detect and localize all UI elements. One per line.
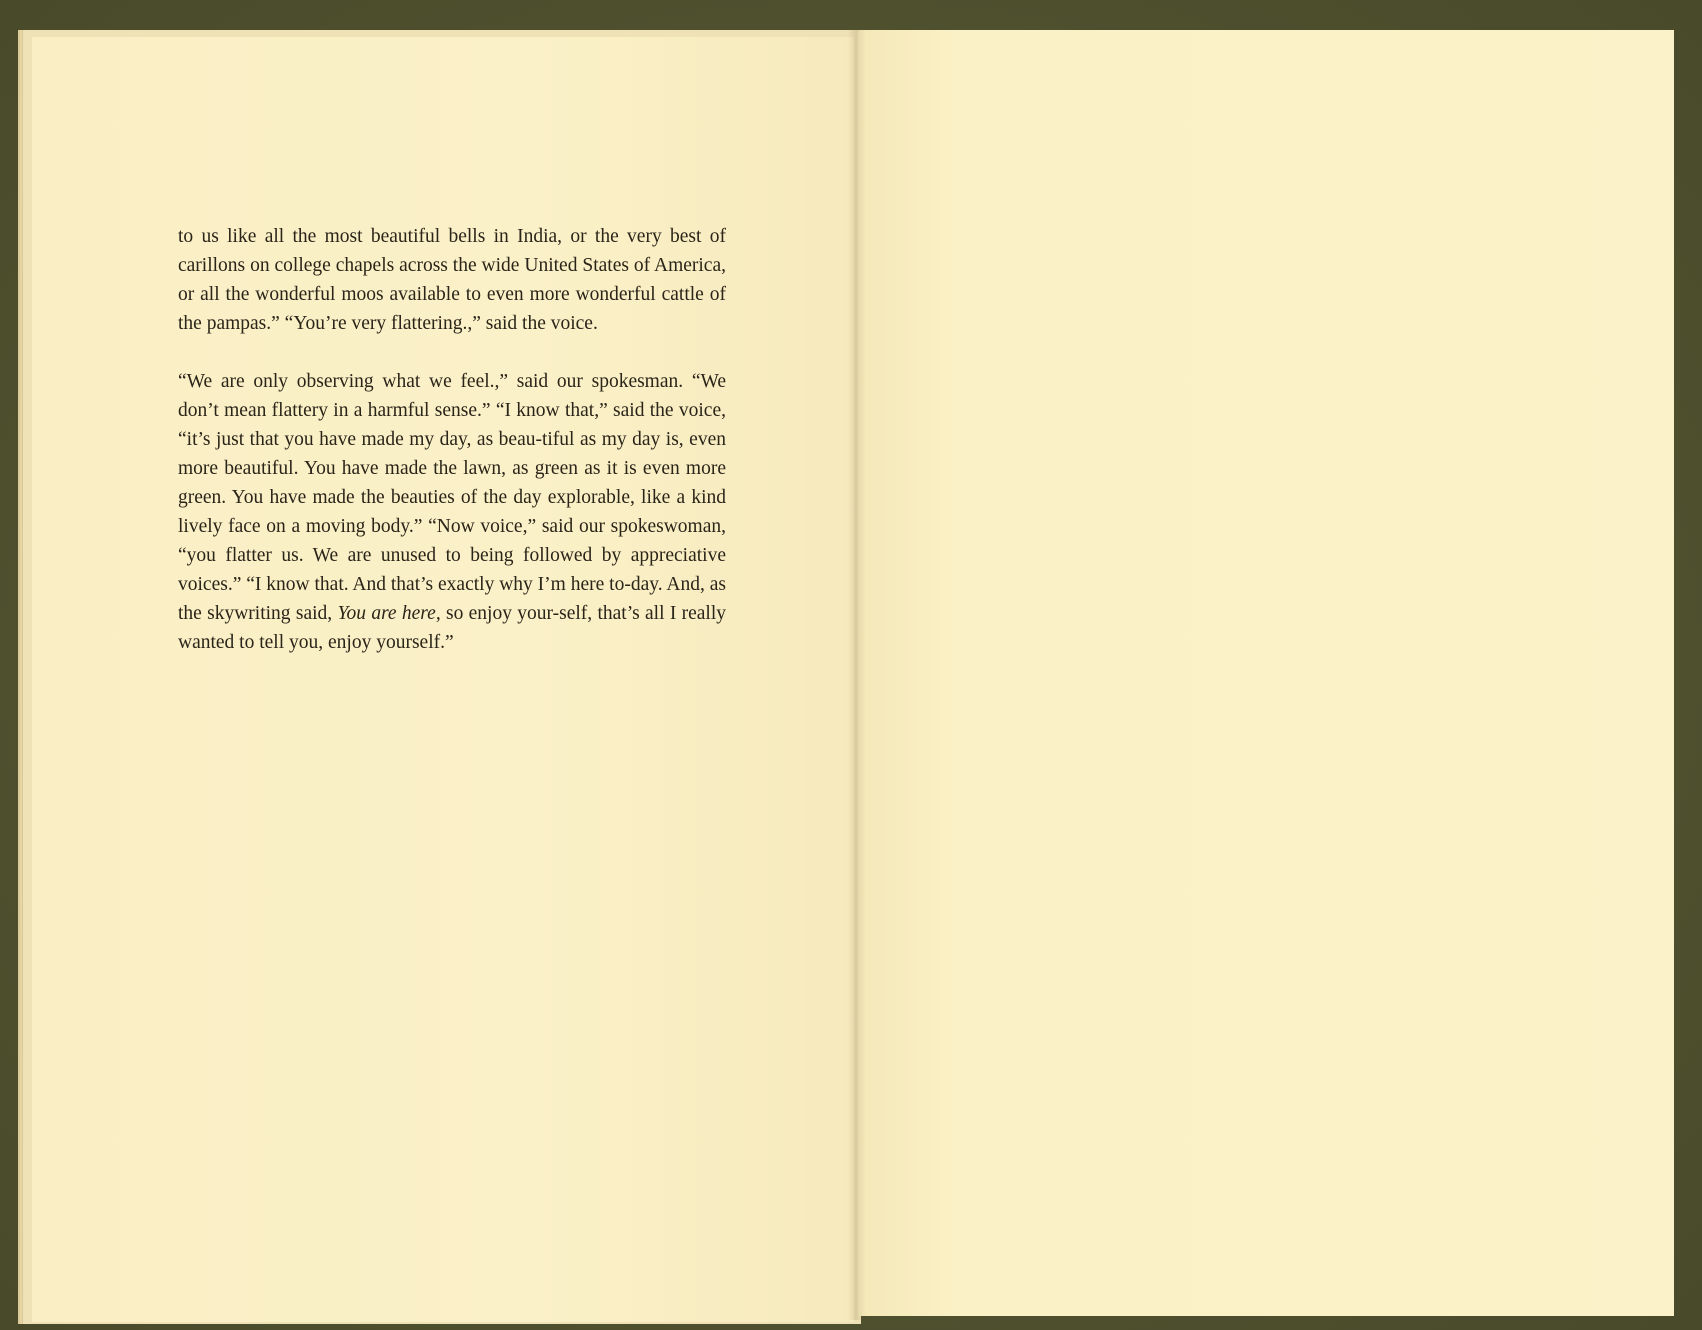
- paragraph-2-italic-phrase: You are here,: [337, 603, 441, 624]
- paragraph-2: [178, 367, 726, 657]
- paragraph-2-text-before-italic: “We are only observing what we feel.,” said our spokesman. “We don’t mean flattery in a harmful sense.” “I know that,” said the voice, “it’s just that you have made my day, as beau-tiful as my day is, even more beautiful. You have made the lawn, as green as it is even more green. You have made the beauties of the day explorable, like a kind lively face on a moving body.” “Now voice,” said our spokeswoman, “you flatter us. We are unused to being followed by appreciative voices.” “I know that. And that’s exactly why I’m here to-day. And, as the skywriting said,: [178, 371, 726, 624]
- right-page: [858, 30, 1674, 1316]
- paragraph-2-text-after-italic: so enjoy your-self, that’s all I really wanted to tell you, enjoy yourself.”: [178, 603, 727, 653]
- paragraph-1: [178, 222, 726, 338]
- paragraph-1-text: to us like all the most beautiful bells in India, or the very best of carillons on college chapels across the wide United States of America, or all the wonderful moos available to even more wonderful cattle of the pampas.” “You’re very flattering.,” said the voice.: [178, 226, 726, 334]
- left-page-text: [178, 222, 726, 657]
- book-gutter: [848, 30, 866, 1320]
